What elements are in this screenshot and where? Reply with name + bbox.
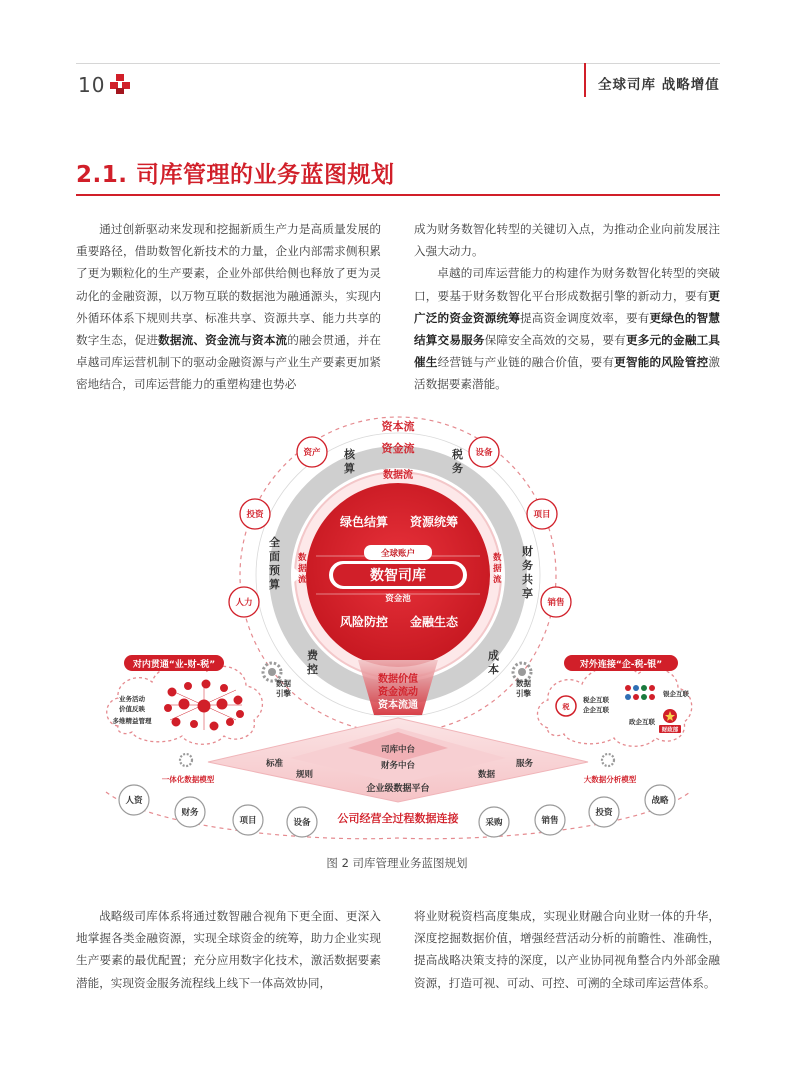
closing-paragraph-1-cont: 将业财税资档高度集成，实现业财融合向业财一体的升华，深度挖掘数据价值，增强经营活动分析的前瞻性、准确性，提高战略决策支持的深度，以产业协同视角整合内外部金融资源，打造可视、可动、可控、可溯的全球司库运营体系。 [414,909,720,990]
flow-data: 数据流 [383,470,413,481]
model-gear-left-icon [180,754,192,766]
closing-paragraph-1: 战略级司库体系将通过数智融合视角下更全面、更深入地掌握各类金融资源，实现全球资金的统筹，助力企业实现生产要素的最优配置；充分应用数字化技术，激活数据要素潜能，实现资金服务流程线上线下一体高效协同， [76,909,381,990]
model-right: 大数据分析模型 [583,775,637,784]
svg-text:税: 税 [562,703,570,711]
model-left: 一体化数据模型 [161,775,215,784]
ring-label-top-right: 税务 [452,448,463,475]
funnel-label-2: 资金流动 [378,687,418,698]
page-number: 10 [78,73,106,97]
satellite-hr: 人力 [235,598,253,608]
satellite-investment: 投资 [246,510,264,520]
intro-column-left [76,218,381,396]
core-bottom-label: 资金池 [385,594,411,604]
quadrant-green-settlement: 绿色结算 [339,515,389,529]
left-cloud-item-2: 价值反映 [119,705,145,713]
engine-label-right-line2: 引擎 [516,689,531,698]
core-title: 数智司库 [370,568,426,584]
bottom-node-equipment: 设备 [293,818,311,828]
platform-middle-label: 财务中台 [380,761,416,771]
right-cloud-item-2: 企企互联 [583,706,609,714]
right-cloud-title: 对外连接“企-税-银” [579,660,663,670]
ring-label-bottom-right: 成本 [488,649,499,676]
intro-column-right [414,218,720,396]
bottom-node-sales: 销售 [541,816,559,826]
blueprint-diagram [96,410,700,842]
section-rule [76,194,720,196]
cubes-logo-icon [108,73,132,95]
left-cloud-item-3: 多维精益管理 [112,717,152,725]
ring-label-left: 全面预算 [269,536,280,591]
side-flow-right: 数据流 [493,553,502,585]
right-cloud-item-3: 银企互联 [663,690,689,698]
funnel-label-3: 资本流通 [378,700,418,711]
quadrant-financial-ecosystem: 金融生态 [409,615,459,629]
bottom-node-hr: 人资 [125,796,143,806]
header-rule [76,63,720,64]
platform-word-data: 数据 [478,770,496,780]
platform-bottom: 企业级数据平台 [366,784,430,794]
platform-word-rule: 规则 [296,770,314,780]
bottom-node-project: 项目 [239,816,257,826]
platform-word-standard: 标准 [266,759,284,769]
engine-label-left-line2: 引擎 [276,689,291,698]
closing-column-right [414,905,720,994]
left-cloud [107,655,263,744]
ring-label-right: 财务共享 [522,545,533,600]
platform-top: 司库中台 [380,745,416,755]
figure-caption: 图 2 司库管理业务蓝图规划 [326,856,468,870]
section-title: 2.1. 司库管理的业务蓝图规划 [76,162,395,188]
bottom-node-investment: 投资 [595,808,613,818]
bottom-node-procurement: 采购 [485,818,503,828]
ring-label-bottom-left: 费控 [307,649,318,676]
funnel-label-1: 数据价值 [378,674,418,685]
side-flow-left: 数据流 [298,553,307,585]
bottom-node-strategy: 战略 [651,796,669,806]
flow-funds: 资金流 [381,442,415,455]
satellite-project: 项目 [533,510,551,520]
engine-label-left [276,678,294,698]
satellite-equipment: 设备 [475,448,493,458]
right-cloud-item-4: 政企互联 [629,718,655,726]
bottom-node-finance: 财务 [181,808,199,818]
left-cloud-item-1: 业务活动 [119,695,145,703]
right-cloud-item-1: 税企互联 [583,696,609,704]
engine-label-right [516,678,534,698]
intro-paragraph-1: 通过创新驱动来发现和挖掘新质生产力是高质量发展的重要路径，借助数智化新技术的力量，企业内部需求侧积累了更为颗粒化的生产要素，企业外部供给侧也释放了更为灵动化的金融资源，以万物互联的数据池为融通源头，实现内外循环体系下规则共享、标准共享、资源共享、能力共享的数字生态，促进数据流、资金流与资本流的融会贯通，并在卓越司库运营机制下的驱动金融资源与产业生产要素更加紧密地结合，司库运营能力的重塑构建也势必 [76,222,381,392]
core-top-label: 全球账户 [380,549,416,559]
satellite-asset: 资产 [303,448,321,458]
platform-word-service: 服务 [516,759,534,769]
intro-paragraph-1-cont: 成为财务数智化转型的关键切入点，为推动企业向前发展注入强大动力。 [414,222,720,259]
left-cloud-title: 对内贯通“业-财-税” [132,660,216,670]
engine-label-left-line1: 数据 [276,679,291,688]
engine-label-right-line1: 数据 [516,679,531,688]
right-cloud [538,655,692,746]
right-cloud-badge: 财政部 [661,727,679,734]
header-divider-bar [584,63,586,97]
flow-capital: 资本流 [381,420,415,433]
quadrant-risk-control: 风险防控 [339,615,389,629]
intro-paragraph-2: 卓越的司库运营能力的构建作为财务数智化转型的突破口，要基于财务数智化平台形成数据引擎的新动力，要有更广泛的资金资源统筹提高资金调度效率，要有更绿色的智慧结算交易服务保障安全高效的交易，要有更多元的金融工具催生经营链与产业链的融合价值，要有更智能的风险管控激活数据要素潜能。 [414,266,720,392]
header-title: 全球司库 战略增值 [598,77,720,93]
closing-column-left [76,905,381,994]
quadrant-resource-coordination: 资源统筹 [409,515,459,529]
bottom-banner: 公司经营全过程数据连接 [337,812,459,825]
satellite-sales: 销售 [547,598,565,608]
ring-label-top-left: 核算 [344,448,355,475]
model-gear-right-icon [602,754,614,766]
